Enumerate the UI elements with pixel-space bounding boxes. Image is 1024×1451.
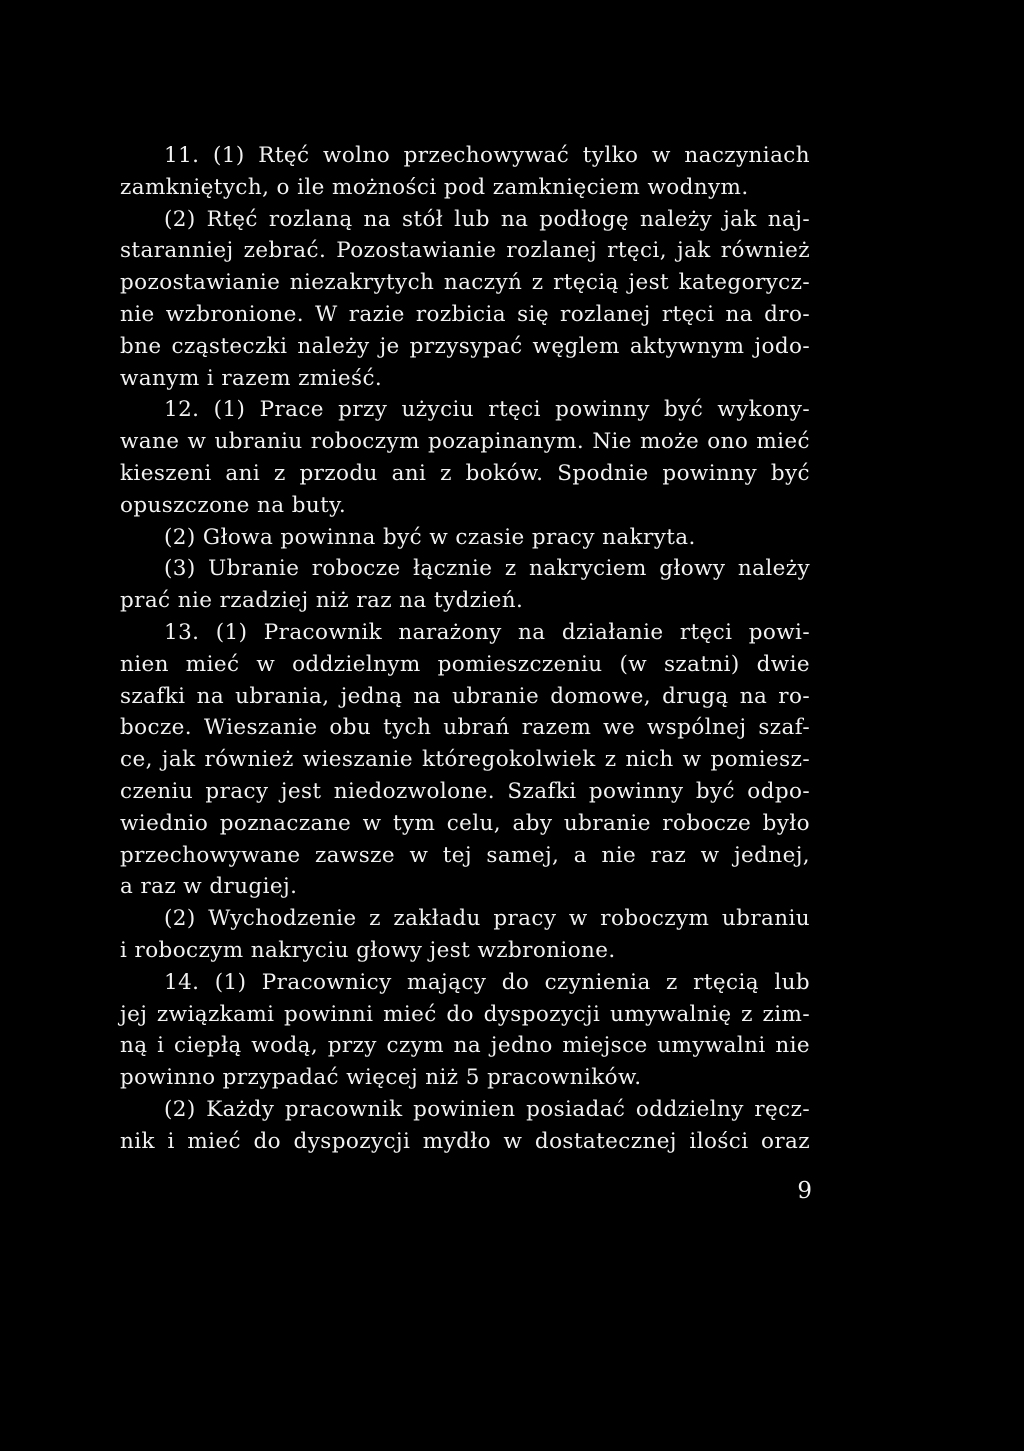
text-line: zamkniętych, o ile możności pod zamknięciem wodnym.	[120, 174, 749, 200]
text-line: 11. (1) Rtęć wolno przechowywać tylko w naczyniach	[164, 143, 810, 168]
text-line: bocze. Wieszanie obu tych ubrań razem we wspólnej szaf-	[120, 715, 810, 741]
text-line: i roboczym nakryciu głowy jest wzbronione.	[120, 937, 616, 963]
text-line: szafki na ubrania, jedną na ubranie domowe, drugą na ro-	[120, 683, 810, 709]
text-line: (2) Każdy pracownik powinien posiadać oddzielny ręcz-	[164, 1096, 810, 1122]
text-line: przechowywane zawsze w tej samej, a nie raz w jednej,	[120, 842, 810, 868]
text-line: nien mieć w oddzielnym pomieszczeniu (w szatni) dwie	[120, 651, 810, 677]
text-line: opuszczone na buty.	[120, 492, 347, 518]
text-line: wane w ubraniu roboczym pozapinanym. Nie może ono mieć	[120, 429, 810, 455]
text-line: (2) Wychodzenie z zakładu pracy w roboczym ubraniu	[164, 906, 810, 932]
text-line: 12. (1) Prace przy użyciu rtęci powinny być wykony-	[164, 397, 810, 423]
text-line: staranniej zebrać. Pozostawianie rozlanej rtęci, jak również	[120, 238, 810, 264]
text-line: (2) Rtęć rozlaną na stół lub na podłogę należy jak naj-	[164, 206, 810, 232]
text-line: kieszeni ani z przodu ani z boków. Spodnie powinny być	[120, 460, 810, 486]
text-line: powinno przypadać więcej niż 5 pracowników.	[120, 1065, 642, 1091]
text-line: (2) Głowa powinna być w czasie pracy nakryta.	[164, 524, 696, 550]
text-line: 14. (1) Pracownicy mający do czynienia z rtęcią lub	[164, 969, 810, 995]
text-line: bne cząsteczki należy je przysypać węglem aktywnym jodo-	[120, 333, 810, 359]
text-line: ną i ciepłą wodą, przy czym na jedno miejsce umywalni nie	[120, 1033, 810, 1059]
text-line: a raz w drugiej.	[120, 874, 298, 900]
text-line: wiednio poznaczane w tym celu, aby ubranie robocze było	[120, 810, 810, 836]
text-line: 13. (1) Pracownik narażony na działanie rtęci powi-	[164, 619, 810, 645]
text-line: prać nie rzadziej niż raz na tydzień.	[120, 588, 524, 614]
text-line: wanym i razem zmieść.	[120, 365, 383, 391]
page-number: 9	[797, 1178, 812, 1204]
text-line: ce, jak również wieszanie któregokolwiek z nich w pomiesz-	[120, 747, 810, 773]
text-line: nik i mieć do dyspozycji mydło w dostatecznej ilości oraz	[120, 1128, 810, 1154]
text-line: jej związkami powinni mieć do dyspozycji umywalnię z zim-	[120, 1001, 810, 1027]
text-line: pozostawianie niezakrytych naczyń z rtęcią jest kategorycz-	[120, 270, 810, 296]
text-line: nie wzbronione. W razie rozbicia się rozlanej rtęci na dro-	[120, 301, 810, 327]
body-text	[120, 140, 810, 1158]
text-line: czeniu pracy jest niedozwolone. Szafki powinny być odpo-	[120, 778, 810, 804]
text-line: (3) Ubranie robocze łącznie z nakryciem głowy należy	[164, 556, 810, 582]
